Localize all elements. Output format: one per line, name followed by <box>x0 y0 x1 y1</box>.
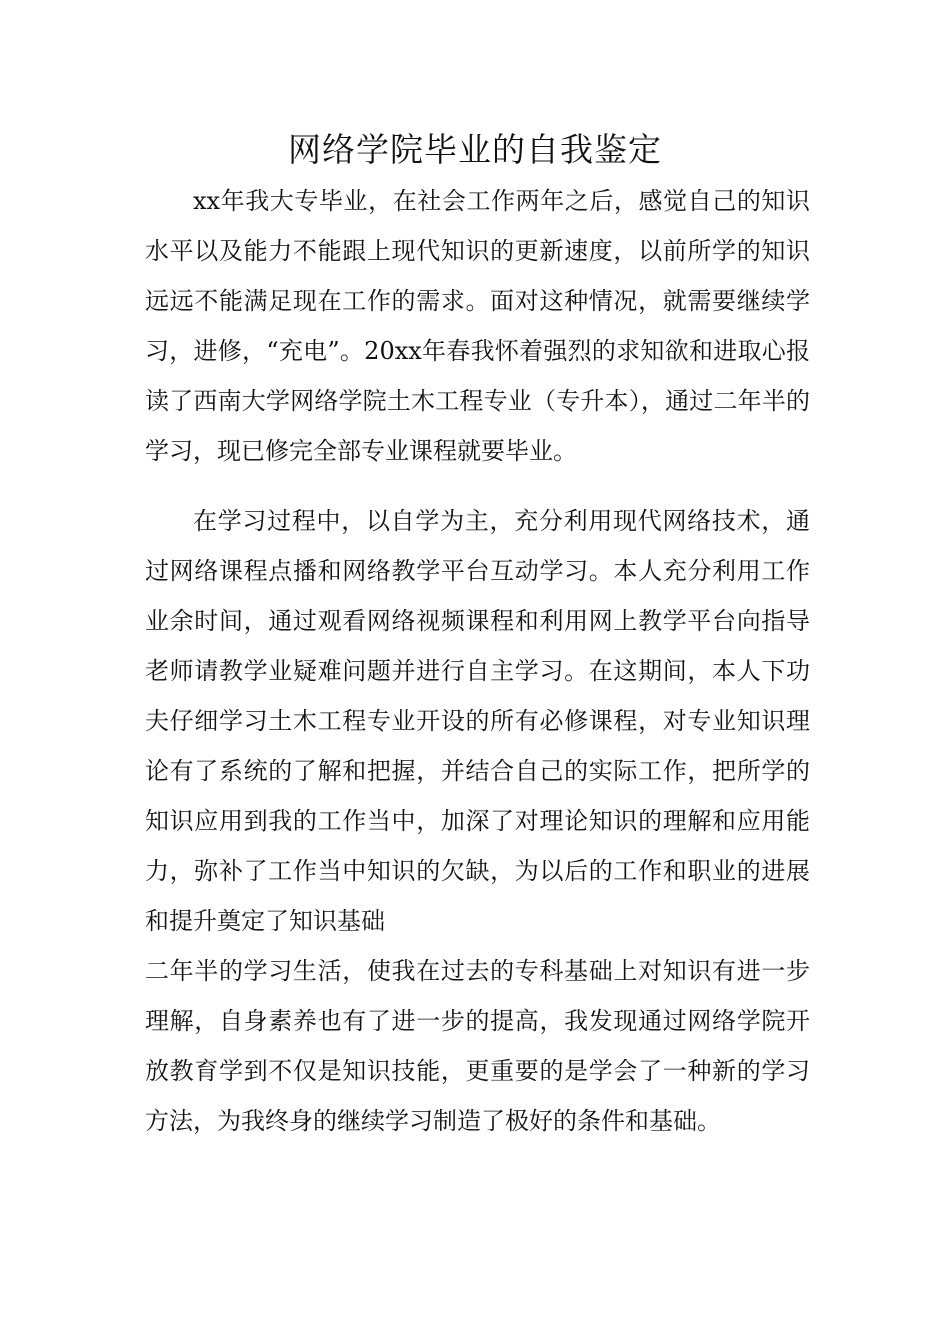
document-title: 网络学院毕业的自我鉴定 <box>288 130 662 169</box>
document-body <box>145 176 810 1146</box>
paragraph-3: 二年半的学习生活，使我在过去的专科基础上对知识有进一步理解，自身素养也有了进一步的提高，我发现通过网络学院开放教育学到不仅是知识技能，更重要的是学会了一种新的学习方法，为我终身的继续学习制造了极好的条件和基础。 <box>145 957 810 1135</box>
paragraph-2: 在学习过程中，以自学为主，充分利用现代网络技术，通过网络课程点播和网络教学平台互动学习。本人充分利用工作业余时间，通过观看网络视频课程和利用网上教学平台向指导老师请教学业疑难问题并进行自主学习。在这期间，本人下功夫仔细学习土木工程专业开设的所有必修课程，对专业知识理论有了系统的了解和把握，并结合自己的实际工作，把所学的知识应用到我的工作当中，加深了对理论知识的理解和应用能力，弥补了工作当中知识的欠缺，为以后的工作和职业的进展和提升奠定了知识基础 <box>145 507 810 935</box>
paragraph-1: xx年我大专毕业，在社会工作两年之后，感觉自己的知识水平以及能力不能跟上现代知识的更新速度，以前所学的知识远远不能满足现在工作的需求。面对这种情况，就需要继续学习，进修，“充电”。20xx年春我怀着强烈的求知欲和进取心报读了西南大学网络学院土木工程专业（专升本），通过二年半的学习，现已修完全部专业课程就要毕业。 <box>145 187 810 465</box>
